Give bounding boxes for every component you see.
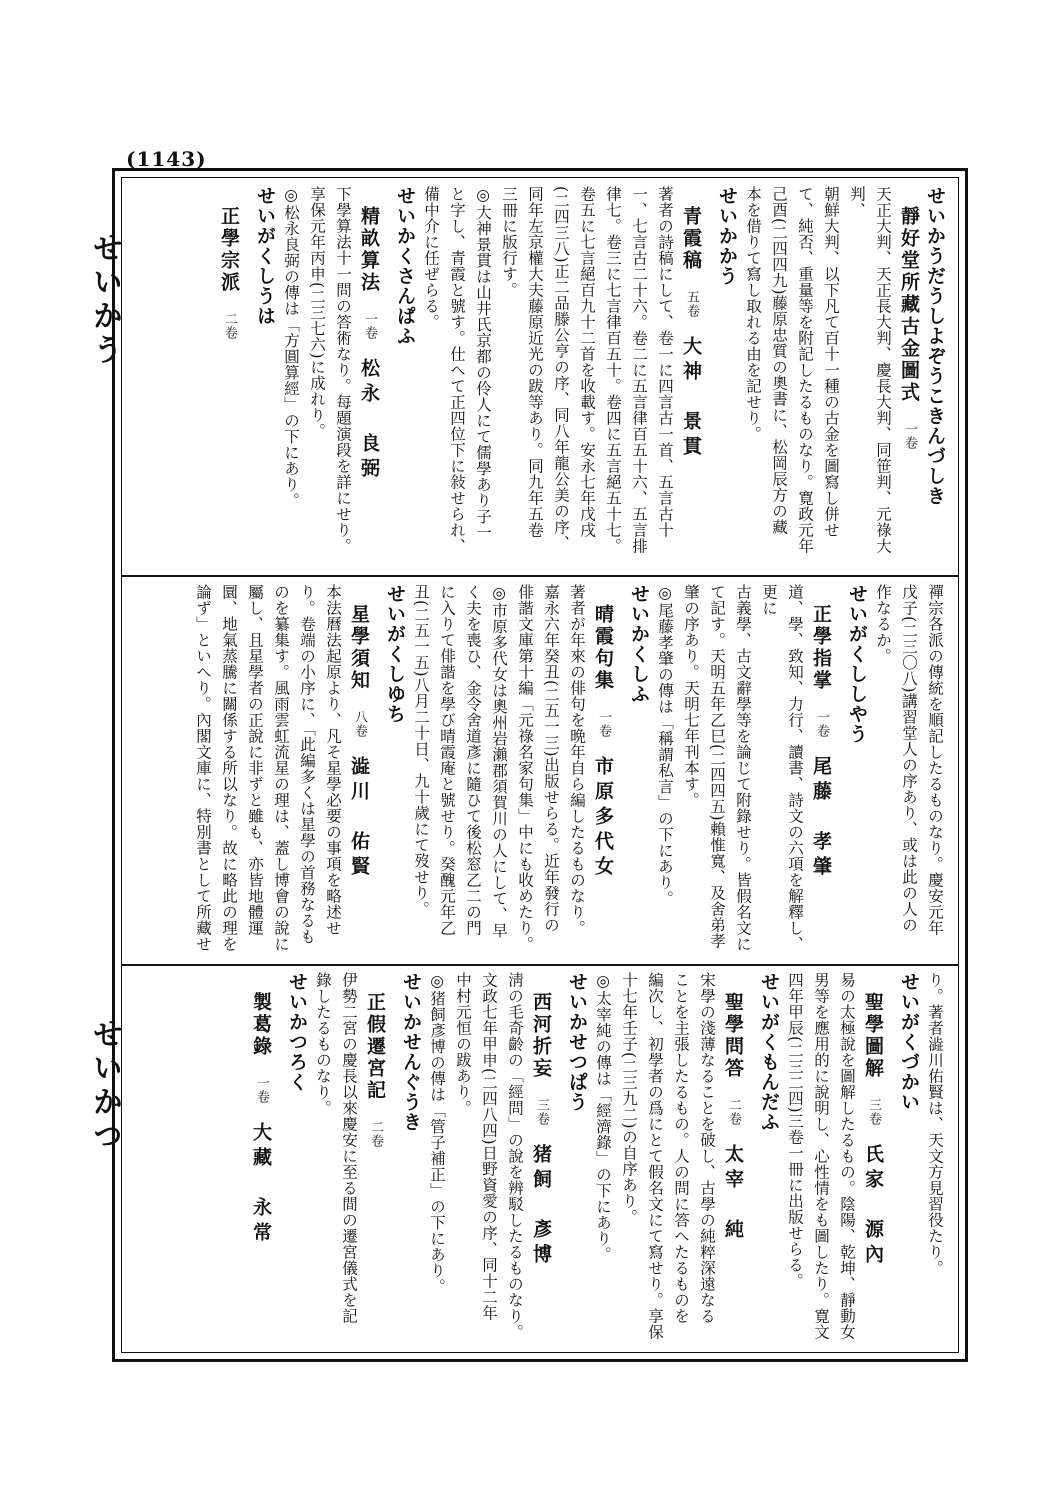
entry-text-line: 錄したるものなり。 — [314, 972, 332, 1116]
section-divider — [122, 575, 958, 577]
entry-text-line: 中村元恒の跋あり。 — [454, 972, 472, 1116]
entry-text-line: 卷五に七言絕百九十二首を收載す。安永七年戊戌 — [578, 186, 596, 538]
entry-title: 精畝算法 — [358, 206, 380, 294]
entry-text-line: ◎松永良弼の傳は「方圓算經」の下にあり。 — [282, 186, 300, 509]
entry-volumes: 三卷 — [866, 1098, 881, 1126]
entry-volumes: 二卷 — [368, 1120, 383, 1148]
entry-text-line: 屬し、且星學者の正說に非ずと雖も、亦皆地體運 — [246, 584, 264, 936]
entry-text-line: 一、七言古二十六。卷二に五言律百五十六、五言排 — [630, 186, 648, 554]
entry-title: 聖學圖解 — [862, 992, 884, 1080]
entry-reading-heading: せいがくもんだふ — [758, 972, 780, 1132]
entry-text-line: のを纂集す。風雨雲虹流星の理は、蓋し博會の說に — [272, 584, 290, 952]
entry-title: 製葛錄 — [250, 992, 272, 1058]
entry-title-line — [860, 972, 886, 1344]
entry-text-line: 本を借りて寫し取れる由を記せり。 — [744, 186, 762, 442]
inner-frame — [121, 177, 959, 1353]
entry-text-line: 朝鮮大判、以下凡て百十一種の古金を圖寫し併せ — [822, 186, 840, 538]
entry-text-line: 同年左京權大夫藤原近光の跋等あり。同九年五卷 — [526, 186, 544, 538]
entry-text-line: 著者が年來の俳句を晩年自ら編したるものなり。 — [568, 584, 586, 936]
entry-reading-heading: せいかせつぱう — [566, 972, 588, 1112]
entry-text-line: 道、學、致知、力行、讀書、詩文の六項を解釋し、更に — [760, 584, 804, 952]
entry-text-line: ◎大神景貫は山井氏京都の伶人にて儒學あり子一 — [474, 186, 492, 541]
entry-text-line: 備中介に任ぜらる。 — [422, 186, 440, 330]
entry-title: 星學須知 — [348, 604, 370, 692]
entry-reading-heading: せいかせんぐうき — [400, 972, 422, 1132]
page-number: (1143) — [126, 147, 207, 171]
text-section-bottom — [136, 972, 948, 1344]
running-head-top: せいかう — [87, 232, 122, 368]
entry-title-line — [720, 972, 746, 1344]
entry-text-line: 四年甲辰(二三二四)三卷一冊に出版せらる。 — [786, 972, 804, 1290]
entry-volumes: 一卷 — [902, 422, 917, 450]
entry-text-line: て記す。天明五年乙巳(二四四五)賴惟寬、及舍弟孝 — [708, 584, 726, 950]
entry-volumes: 三卷 — [534, 1098, 549, 1126]
entry-text-line: ◎市原多代女は奧州岩瀨郡須賀川の人にして、早 — [490, 584, 508, 939]
entry-author: 猪飼 彥博 — [530, 1144, 552, 1269]
entry-text-line: 俳諧文庫第十編「元祿名家句集」中にも收めたり。 — [516, 584, 534, 952]
entry-text-line: 己酉(二四四九)藤原忠質の奧書に、松岡辰方の藏 — [770, 186, 788, 536]
entry-text-line: て、純否、重量等を附記したるものなり。寛政元年 — [796, 186, 814, 554]
entry-author: 市原多代女 — [592, 756, 614, 881]
entry-text-line: 古義學、古文辭學等を論じて附錄せり。皆假名文に — [734, 584, 752, 952]
entry-reading-heading: せいがくづかい — [898, 972, 920, 1112]
entry-author: 大藏 永常 — [250, 1122, 272, 1247]
entry-text-line: 論ず」といへり。內閣文庫に、特別書として所藏せ — [194, 584, 212, 952]
entry-title-line — [528, 972, 554, 1344]
text-section-middle — [136, 584, 948, 954]
entry-reading-heading: せいかうだうしよぞうこきんづしき — [924, 186, 946, 506]
entry-text-line: 丑(二五一五)八月二十日、九十歲にて歿せり。 — [412, 584, 430, 918]
entry-title: 正假遷宮記 — [364, 992, 386, 1102]
entry-title: 晴霞句集 — [592, 604, 614, 692]
entry-text-line: (二四三八)正二品滕公亨の序、同八年龍公美の序、 — [552, 186, 570, 552]
entry-title-line — [346, 584, 372, 954]
entry-author: 大神 景貫 — [680, 336, 702, 461]
section-divider — [122, 964, 958, 966]
entry-text-line: 天正大判、天正長大判、慶長大判、同笹判、元祿大判、 — [848, 186, 892, 554]
entry-volumes: 八卷 — [352, 710, 367, 738]
entry-title: 西河折妄 — [530, 992, 552, 1080]
entry-reading-heading: せいかかう — [716, 186, 738, 286]
entry-text-line: り。著者澁川佑賢は、天文方見習役たり。 — [926, 972, 944, 1276]
entry-volumes: 一卷 — [362, 312, 377, 340]
entry-text-line: 肇の序あり。天明七年刊本す。 — [682, 584, 700, 808]
entry-title: 正學宗派 — [218, 206, 240, 294]
entry-text-line: 宋學の淺薄なることを破し、古學の純粹深遠なる — [698, 972, 716, 1324]
entry-text-line: く夫を喪ひ、金令舍道彥に隨ひて後松窓乙二の門 — [464, 584, 482, 936]
entry-text-line: 十七年壬子(二三九二)の自序あり。 — [620, 972, 638, 1226]
entry-volumes: 二卷 — [726, 1098, 741, 1126]
entry-reading-heading: せいがくしうは — [254, 186, 276, 326]
entry-volumes: 五卷 — [684, 290, 699, 318]
entry-text-line: ◎太宰純の傳は「經濟錄」の下にあり。 — [594, 972, 612, 1263]
entry-text-line: に入りて俳諧を學び晴霞庵と號せり。癸醜元年乙 — [438, 584, 456, 936]
running-head-bottom: せいかつ — [87, 1018, 122, 1154]
entry-title-line — [678, 186, 704, 562]
text-section-top — [136, 186, 948, 562]
entry-text-line: 禪宗各派の傳統を順記したるものなり。慶安元年 — [926, 584, 944, 936]
entry-volumes: 一卷 — [596, 710, 611, 738]
page-frame — [112, 168, 968, 1362]
entry-author: 氏家 源內 — [862, 1144, 884, 1269]
entry-text-line: 編次し、初學者の爲にとて假名文にて寫せり。享保 — [646, 972, 664, 1340]
entry-text-line: 男等を應用的に說明し、心性情をも圖したり。寛文 — [812, 972, 830, 1340]
entry-title: 青霞稿 — [680, 206, 702, 272]
entry-title: 聖學問答 — [722, 992, 744, 1080]
entry-title-line — [590, 584, 616, 954]
entry-title-line — [356, 186, 382, 562]
entry-text-line: 律七。卷三に七言律百五十。卷四に五言絕五十七。 — [604, 186, 622, 554]
entry-title-line — [362, 972, 388, 1344]
entry-author: 澁川 佑賢 — [348, 756, 370, 881]
entry-text-line: 三冊に版行す。 — [500, 186, 518, 298]
entry-title-line — [896, 186, 922, 562]
entry-reading-heading: せいかつろく — [286, 972, 308, 1092]
entry-author: 尾藤 孝肇 — [810, 756, 832, 881]
entry-text-line: 圜、地氣蒸騰に關係する所以なり。故に略此の理を — [220, 584, 238, 952]
entry-reading-heading: せいがくししやう — [846, 584, 868, 744]
entry-text-line: と字し、青霞と號す。仕へて正四位下に敍せられ、 — [448, 186, 466, 554]
entry-text-line: 作なるか。 — [874, 584, 892, 664]
entry-reading-heading: せいかくさんぱふ — [394, 186, 416, 346]
entry-text-line: ことを主張したるもの。人の問に答へたるものを — [672, 972, 690, 1324]
entry-text-line: 著者の詩稿にして、卷一に四言古一首、五言古十 — [656, 186, 674, 538]
entry-text-line: 文政七年甲申(二四八四)日野資愛の序、同十二年 — [480, 972, 498, 1322]
entry-title: 靜好堂所藏古金圖式 — [898, 206, 920, 404]
entry-text-line: 嘉永六年癸丑(二五一三)出版せらる。近年發行の — [542, 584, 560, 934]
entry-title-line — [216, 186, 242, 562]
entry-text-line: 享保元年丙申(二三七六)に成れり。 — [308, 186, 326, 440]
entry-reading-heading: せいかくしふ — [628, 584, 650, 704]
entry-volumes: 一卷 — [814, 710, 829, 738]
entry-title-line — [808, 584, 834, 954]
entry-author: 松永 良弼 — [358, 358, 380, 483]
entry-volumes: 二卷 — [222, 312, 237, 340]
entry-text-line: 下學算法十一問の答術なり。每題演段を詳にせり。 — [334, 186, 352, 554]
entry-text-line: ◎尾藤孝肇の傳は「稱謂私言」の下にあり。 — [656, 584, 674, 907]
entry-text-line: 戊子(二三〇八)講習堂人の序あり、或は此の人の — [900, 584, 918, 934]
entry-title: 正學指掌 — [810, 604, 832, 692]
entry-text-line: り。卷端の小序に、「此編多くは星學の首務なるも — [298, 584, 316, 945]
entry-text-line: ◎猪飼彥博の傳は「管子補正」の下にあり。 — [428, 972, 446, 1295]
entry-text-line: 本法曆法起原より、凡そ星學必要の事項を略述せ — [324, 584, 342, 936]
entry-text-line: 易の太極說を圖解したるもの。陰陽、乾坤、靜動女 — [838, 972, 856, 1340]
entry-text-line: 伊勢二宮の慶長以來慶安に至る間の遷宮儀式を記 — [340, 972, 358, 1324]
entry-text-line: 淸の毛奇齡の「經問」の說を辨駁したるものなり。 — [506, 972, 524, 1340]
entry-reading-heading: せいがくしゆち — [384, 584, 406, 724]
entry-author: 太宰 純 — [722, 1144, 744, 1244]
entry-title-line — [248, 972, 274, 1344]
entry-volumes: 一卷 — [254, 1076, 269, 1104]
